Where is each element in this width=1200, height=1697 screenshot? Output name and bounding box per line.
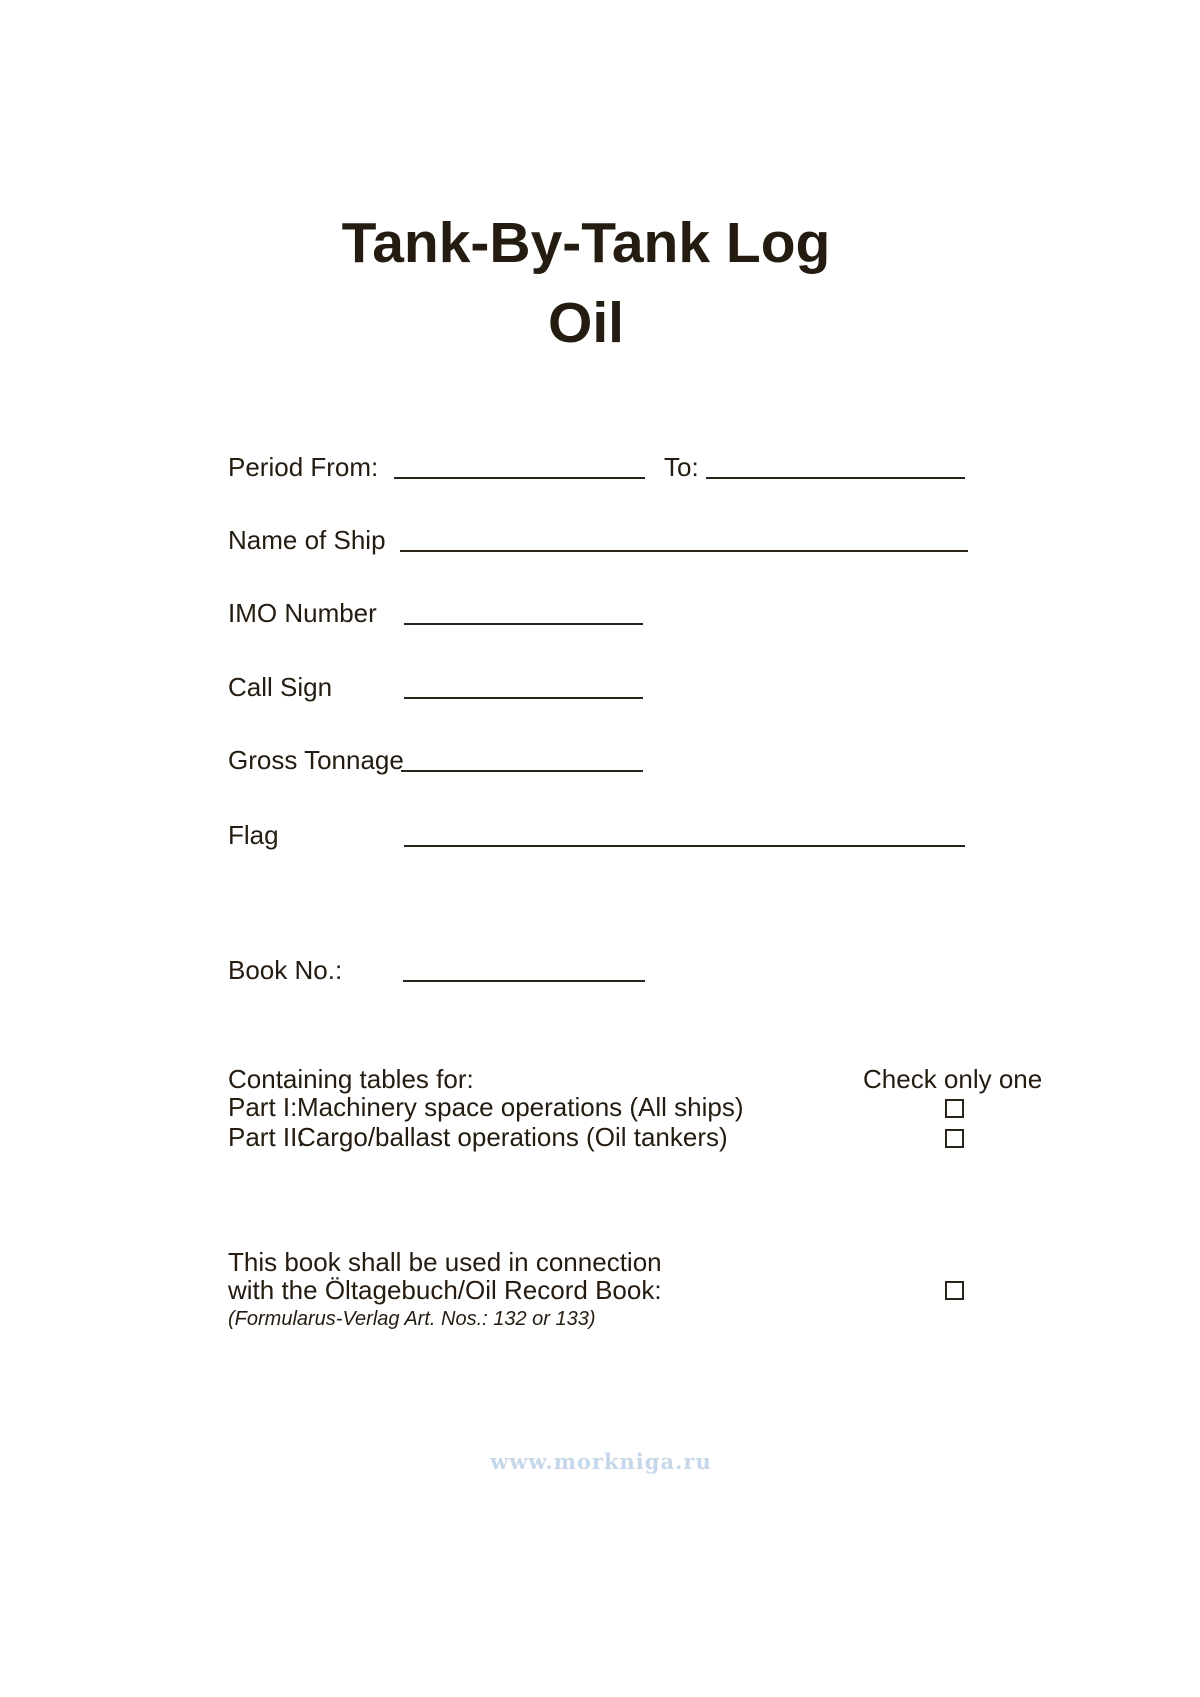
part-2-description: Cargo/ballast operations (Oil tankers)	[297, 1122, 728, 1152]
call-sign-field[interactable]	[404, 697, 643, 699]
part-2-label: Part II:	[228, 1122, 305, 1152]
flag-row	[0, 819, 1200, 851]
page-title	[0, 203, 1172, 363]
period-from-field[interactable]	[394, 477, 645, 479]
connection-note-line-2: with the Öltagebuch/Oil Record Book:	[228, 1275, 662, 1305]
period-from-label: Period From:	[228, 452, 379, 482]
containing-tables-heading: Containing tables for:	[228, 1064, 474, 1094]
book-number-field[interactable]	[403, 980, 645, 982]
book-number-row	[0, 954, 1200, 986]
part-2-checkbox[interactable]	[945, 1129, 964, 1148]
part-1-checkbox[interactable]	[945, 1099, 964, 1118]
part-1-label: Part I:	[228, 1092, 298, 1122]
gross-tonnage-label: Gross Tonnage	[228, 745, 404, 775]
call-sign-label: Call Sign	[228, 672, 333, 702]
connection-note-line-1: This book shall be used in connection	[228, 1247, 662, 1277]
imo-number-field[interactable]	[404, 623, 643, 625]
title-line-2: Oil	[547, 291, 624, 355]
period-to-label: To:	[664, 452, 699, 482]
imo-number-label: IMO Number	[228, 598, 377, 628]
imo-number-row	[0, 597, 1200, 629]
gross-tonnage-row	[0, 744, 1200, 776]
name-of-ship-row	[0, 524, 1200, 556]
flag-field[interactable]	[404, 845, 965, 847]
part-1-description: Machinery space operations (All ships)	[297, 1092, 744, 1122]
period-row	[0, 451, 1200, 483]
call-sign-row	[0, 671, 1200, 703]
name-of-ship-label: Name of Ship	[228, 525, 386, 555]
name-of-ship-field[interactable]	[400, 550, 968, 552]
watermark: www.morkniga.ru	[490, 1449, 712, 1474]
book-number-label: Book No.:	[228, 955, 343, 985]
flag-label: Flag	[228, 820, 279, 850]
check-only-one-label: Check only one	[863, 1064, 1043, 1094]
title-line-1: Tank-By-Tank Log	[341, 211, 831, 275]
gross-tonnage-field[interactable]	[401, 770, 643, 772]
publisher-reference: (Formularus-Verlag Art. Nos.: 132 or 133)	[228, 1308, 596, 1330]
period-to-field[interactable]	[706, 477, 965, 479]
oil-record-book-checkbox[interactable]	[945, 1281, 964, 1300]
